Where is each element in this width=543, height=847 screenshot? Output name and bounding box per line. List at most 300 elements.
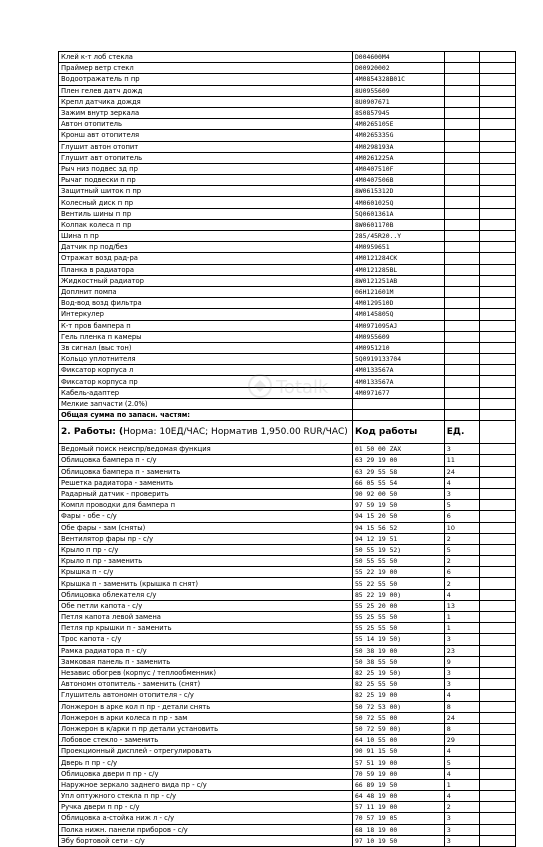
empty-cell [444, 141, 480, 152]
work-code: 55 25 55 50 [352, 623, 444, 634]
empty-cell [444, 96, 480, 107]
work-row [59, 600, 516, 611]
empty-cell [444, 242, 480, 253]
work-row [59, 567, 516, 578]
part-name: Автон отопитель [59, 119, 353, 130]
work-row [59, 679, 516, 690]
work-row [59, 533, 516, 544]
part-row [59, 231, 516, 242]
part-name: Глушит автон отопит [59, 141, 353, 152]
part-row [59, 387, 516, 398]
work-qty: 9 [444, 656, 480, 667]
work-name: Облицовка облекателя с/у [59, 589, 353, 600]
work-row [59, 589, 516, 600]
work-qty: 6 [444, 511, 480, 522]
work-row [59, 690, 516, 701]
work-name: Лонжерон в арки колеса п пр - зам [59, 712, 353, 723]
empty-cell [444, 152, 480, 163]
work-name: Лонжерон в арке кол п пр - детали снять [59, 701, 353, 712]
empty-cell [480, 398, 516, 409]
part-name: Доплнит помпа [59, 286, 353, 297]
work-row [59, 723, 516, 734]
empty-cell [480, 477, 516, 488]
part-row [59, 342, 516, 353]
work-qty: 8 [444, 701, 480, 712]
empty-cell [480, 511, 516, 522]
part-code: 4M0265105E [352, 119, 444, 130]
part-row [59, 96, 516, 107]
work-code: 50 38 55 50 [352, 656, 444, 667]
part-code: 4M0121285BL [352, 264, 444, 275]
empty-cell [444, 331, 480, 342]
work-name: Лобовое стекло - заменить [59, 735, 353, 746]
work-qty: 24 [444, 712, 480, 723]
part-name: Колпак колеса п пр [59, 219, 353, 230]
empty-cell [444, 197, 480, 208]
work-code: 55 14 19 50) [352, 634, 444, 645]
work-name: Облицовка бампера п - заменить [59, 466, 353, 477]
part-name: К-т пров бампера п [59, 320, 353, 331]
part-row [59, 208, 516, 219]
part-row [59, 398, 516, 409]
part-row [59, 331, 516, 342]
work-row [59, 488, 516, 499]
part-code: 4M0971677 [352, 387, 444, 398]
empty-cell [480, 455, 516, 466]
part-row [59, 141, 516, 152]
part-row [59, 264, 516, 275]
work-qty: 2 [444, 578, 480, 589]
work-qty: 2 [444, 533, 480, 544]
work-name: Решетка радиатора - заменить [59, 477, 353, 488]
empty-cell [480, 444, 516, 455]
work-qty: 3 [444, 813, 480, 824]
work-name: Глушитель автономн отопителя - с/у [59, 690, 353, 701]
work-name: Обе фары - зам (сняты) [59, 522, 353, 533]
work-qty: 10 [444, 522, 480, 533]
part-row [59, 320, 516, 331]
work-code: 64 10 55 00 [352, 735, 444, 746]
work-qty: 2 [444, 802, 480, 813]
part-name: Жидкостный радиатор [59, 275, 353, 286]
work-row [59, 712, 516, 723]
empty-cell [480, 589, 516, 600]
empty-cell [480, 623, 516, 634]
part-row [59, 119, 516, 130]
empty-cell [352, 410, 444, 421]
empty-cell [444, 398, 480, 409]
part-row [59, 74, 516, 85]
work-code: 50 38 19 00 [352, 645, 444, 656]
empty-cell [480, 600, 516, 611]
empty-cell [480, 791, 516, 802]
work-row [59, 779, 516, 790]
work-qty: 2 [444, 556, 480, 567]
work-name: Проекционный дисплей - отрегулировать [59, 746, 353, 757]
empty-cell [480, 152, 516, 163]
part-code [352, 398, 444, 409]
work-row [59, 556, 516, 567]
work-row [59, 667, 516, 678]
work-row [59, 656, 516, 667]
work-code: 55 22 19 00 [352, 567, 444, 578]
part-code: 4M0951210 [352, 342, 444, 353]
work-name: Радарный датчик - проверить [59, 488, 353, 499]
empty-cell [480, 667, 516, 678]
work-code: 97 10 19 50 [352, 835, 444, 846]
work-qty: 3 [444, 444, 480, 455]
empty-cell [480, 74, 516, 85]
empty-cell [444, 219, 480, 230]
empty-cell [480, 612, 516, 623]
work-name: Независ обогрев (корпус / теплообменник) [59, 667, 353, 678]
work-qty: 1 [444, 779, 480, 790]
part-code: 8U0955609 [352, 85, 444, 96]
part-name: Водоотражатель п пр [59, 74, 353, 85]
work-name: Замковая панель п - заменить [59, 656, 353, 667]
work-qty: 11 [444, 455, 480, 466]
work-code: 55 22 55 50 [352, 578, 444, 589]
part-name: Крепл датчика дождя [59, 96, 353, 107]
work-qty: 3 [444, 634, 480, 645]
work-name: Ручка двери п пр - с/у [59, 802, 353, 813]
work-qty: 24 [444, 466, 480, 477]
empty-cell [480, 824, 516, 835]
empty-cell [480, 85, 516, 96]
empty-cell [480, 376, 516, 387]
work-code: 82 25 19 00 [352, 690, 444, 701]
empty-cell [480, 779, 516, 790]
estimate-table [58, 51, 516, 847]
part-name: Кронш авт отопителя [59, 130, 353, 141]
work-row [59, 768, 516, 779]
work-row [59, 791, 516, 802]
work-row [59, 477, 516, 488]
part-code: 8U0907671 [352, 96, 444, 107]
part-name: Плен гелев датч дожд [59, 85, 353, 96]
work-code: 94 15 20 50 [352, 511, 444, 522]
empty-cell [480, 835, 516, 846]
part-code: 4M0959651 [352, 242, 444, 253]
empty-cell [444, 85, 480, 96]
empty-cell [480, 690, 516, 701]
empty-cell [444, 286, 480, 297]
part-code: 06H121601M [352, 286, 444, 297]
work-code: 66 05 55 54 [352, 477, 444, 488]
work-code: 50 72 53 00) [352, 701, 444, 712]
part-row [59, 63, 516, 74]
work-qty: 23 [444, 645, 480, 656]
work-code: 57 11 19 00 [352, 802, 444, 813]
part-row [59, 298, 516, 309]
empty-cell [480, 757, 516, 768]
part-row [59, 365, 516, 376]
part-row [59, 376, 516, 387]
work-code: 50 55 55 50 [352, 556, 444, 567]
work-row [59, 757, 516, 768]
part-name: Зажим внутр зеркала [59, 107, 353, 118]
empty-cell [480, 500, 516, 511]
work-code: 63 29 55 58 [352, 466, 444, 477]
work-name: Упл оптужного стекла п пр - с/у [59, 791, 353, 802]
work-name: Крыло п пр - заменить [59, 556, 353, 567]
work-row [59, 500, 516, 511]
part-row [59, 163, 516, 174]
empty-cell [480, 119, 516, 130]
work-code: 70 57 19 05 [352, 813, 444, 824]
empty-cell [480, 813, 516, 824]
empty-cell [480, 63, 516, 74]
empty-cell [444, 63, 480, 74]
empty-cell [444, 365, 480, 376]
part-name: Вод-вод возд фильтра [59, 298, 353, 309]
work-row [59, 813, 516, 824]
empty-cell [480, 107, 516, 118]
work-name: Обе петли капота - с/у [59, 600, 353, 611]
part-name: Защитный шиток п пр [59, 186, 353, 197]
part-name: Клей к-т лоб стекла [59, 52, 353, 63]
work-row [59, 746, 516, 757]
work-qty: 5 [444, 500, 480, 511]
work-qty: 1 [444, 623, 480, 634]
part-row [59, 52, 516, 63]
work-name: Дверь п пр - с/у [59, 757, 353, 768]
empty-cell [444, 275, 480, 286]
work-name: Рамка радиатора п - с/у [59, 645, 353, 656]
empty-cell [480, 421, 516, 444]
empty-cell [444, 208, 480, 219]
empty-cell [444, 320, 480, 331]
empty-cell [480, 219, 516, 230]
work-row [59, 544, 516, 555]
empty-cell [480, 275, 516, 286]
empty-cell [480, 365, 516, 376]
part-code: 285/45R20..Y [352, 231, 444, 242]
empty-cell [444, 253, 480, 264]
part-code: 4M0145805Q [352, 309, 444, 320]
empty-cell [480, 342, 516, 353]
empty-cell [444, 119, 480, 130]
part-row [59, 85, 516, 96]
work-code: 94 15 56 52 [352, 522, 444, 533]
part-code: 8W0601170B [352, 219, 444, 230]
work-qty: 5 [444, 544, 480, 555]
empty-cell [480, 231, 516, 242]
work-code: 90 91 15 50 [352, 746, 444, 757]
work-name: Компл проводки для бампера п [59, 500, 353, 511]
empty-cell [444, 186, 480, 197]
empty-cell [444, 107, 480, 118]
work-row [59, 623, 516, 634]
empty-cell [480, 52, 516, 63]
work-qty: 3 [444, 488, 480, 499]
work-qty: 5 [444, 757, 480, 768]
part-code: 4M0407510F [352, 163, 444, 174]
work-row [59, 444, 516, 455]
empty-cell [480, 410, 516, 421]
work-name: Наружное зеркало заднего вида пр - с/у [59, 779, 353, 790]
work-code: 50 72 55 00 [352, 712, 444, 723]
empty-cell [480, 331, 516, 342]
part-name: Гель пленка п камеры [59, 331, 353, 342]
empty-cell [480, 656, 516, 667]
part-name: Рыч низ подвес зд пр [59, 163, 353, 174]
part-row [59, 107, 516, 118]
work-name: Трос капота - с/у [59, 634, 353, 645]
part-row [59, 186, 516, 197]
part-row [59, 175, 516, 186]
work-code: 97 59 19 50 [352, 500, 444, 511]
part-code: 4M0133567A [352, 365, 444, 376]
empty-cell [480, 645, 516, 656]
empty-cell [480, 567, 516, 578]
part-name: Зв сигнал (выс тон) [59, 342, 353, 353]
part-code: 8W0615312D [352, 186, 444, 197]
work-code: 68 18 19 00 [352, 824, 444, 835]
work-name: Фары - обе - с/у [59, 511, 353, 522]
work-qty: 3 [444, 824, 480, 835]
empty-cell [480, 141, 516, 152]
part-row [59, 219, 516, 230]
works-header-row [59, 421, 516, 444]
part-name: Датчик пр под/без [59, 242, 353, 253]
work-code: 50 55 19 52) [352, 544, 444, 555]
empty-cell [444, 342, 480, 353]
empty-cell [480, 253, 516, 264]
empty-cell [480, 768, 516, 779]
empty-cell [480, 354, 516, 365]
part-name: Планка в радиатора [59, 264, 353, 275]
work-name: Облицовка двери п пр - с/у [59, 768, 353, 779]
part-row [59, 130, 516, 141]
work-qty: 3 [444, 679, 480, 690]
work-name: Полка нижн. панели приборов - с/у [59, 824, 353, 835]
work-name: Облицовка бампера п - с/у [59, 455, 353, 466]
part-code: 4M0854328B01C [352, 74, 444, 85]
part-row [59, 242, 516, 253]
work-name: Крышка п - с/у [59, 567, 353, 578]
empty-cell [480, 264, 516, 275]
work-qty: 4 [444, 746, 480, 757]
works-norm-text: Норма: 10ЕД/ЧАС; Норматив 1,950.00 RUR/ЧАС) [123, 426, 348, 437]
part-row [59, 197, 516, 208]
part-row [59, 253, 516, 264]
part-code: D004600M4 [352, 52, 444, 63]
work-code: 57 51 19 00 [352, 757, 444, 768]
empty-cell [480, 634, 516, 645]
work-code: 63 29 19 00 [352, 455, 444, 466]
empty-cell [444, 231, 480, 242]
work-row [59, 835, 516, 846]
part-code: 4M0955609 [352, 331, 444, 342]
work-code: 66 89 19 50 [352, 779, 444, 790]
work-code: 70 59 19 00 [352, 768, 444, 779]
work-row [59, 522, 516, 533]
empty-cell [444, 264, 480, 275]
empty-cell [480, 746, 516, 757]
work-qty: 4 [444, 768, 480, 779]
part-name: Мелкие запчасти (2.0%) [59, 398, 353, 409]
work-row [59, 735, 516, 746]
part-row [59, 152, 516, 163]
svg-text:Totalk: Totalk [276, 377, 329, 398]
work-qty: 1 [444, 612, 480, 623]
work-row [59, 578, 516, 589]
parts-total-row [59, 410, 516, 421]
part-code: 8S0857945 [352, 107, 444, 118]
empty-cell [480, 488, 516, 499]
empty-cell [444, 163, 480, 174]
work-name: Автономн отопитель - заменить (снят) [59, 679, 353, 690]
part-code: 4M0298193A [352, 141, 444, 152]
empty-cell [444, 130, 480, 141]
work-name: Эбу бортовой сети - с/у [59, 835, 353, 846]
part-row [59, 309, 516, 320]
work-qty: 4 [444, 690, 480, 701]
empty-cell [444, 175, 480, 186]
work-code: 82 25 55 50 [352, 679, 444, 690]
work-qty: 6 [444, 567, 480, 578]
part-code: 4M0133567A [352, 376, 444, 387]
work-code: 50 72 59 00) [352, 723, 444, 734]
work-row [59, 802, 516, 813]
work-qty: 4 [444, 791, 480, 802]
work-name: Крышка п - заменить (крышка п снят) [59, 578, 353, 589]
works-title-text: 2. Работы: ( [61, 426, 124, 437]
part-code: 8W0121251AB [352, 275, 444, 286]
empty-cell [480, 186, 516, 197]
empty-cell [480, 533, 516, 544]
part-code: 4M0261225A [352, 152, 444, 163]
code-column-header: Код работы [352, 421, 444, 444]
work-row [59, 824, 516, 835]
empty-cell [480, 298, 516, 309]
empty-cell [480, 679, 516, 690]
work-qty: 3 [444, 835, 480, 846]
part-name: Фиксатор корпуса л [59, 365, 353, 376]
empty-cell [480, 522, 516, 533]
part-row [59, 354, 516, 365]
work-qty: 3 [444, 667, 480, 678]
work-qty: 4 [444, 477, 480, 488]
work-qty: 4 [444, 589, 480, 600]
work-code: 55 25 55 50 [352, 612, 444, 623]
part-code: 5Q0919133704 [352, 354, 444, 365]
work-row [59, 511, 516, 522]
work-qty: 13 [444, 600, 480, 611]
part-name: Интеркулер [59, 309, 353, 320]
part-code: 4M0601025Q [352, 197, 444, 208]
part-code: 4M0971095AJ [352, 320, 444, 331]
part-code: 4M0129510D [352, 298, 444, 309]
work-name: Вентилятор фары пр - с/у [59, 533, 353, 544]
empty-cell [480, 309, 516, 320]
work-name: Лонжерон в к/арки п пр детали установить [59, 723, 353, 734]
work-code: 90 92 00 50 [352, 488, 444, 499]
work-code: 01 50 00 ZAX [352, 444, 444, 455]
empty-cell [480, 578, 516, 589]
empty-cell [480, 130, 516, 141]
part-code: 5Q0601361A [352, 208, 444, 219]
empty-cell [480, 701, 516, 712]
work-code: 82 25 19 50) [352, 667, 444, 678]
part-name: Шина п пр [59, 231, 353, 242]
part-name: Кабель-адаптер [59, 387, 353, 398]
empty-cell [444, 309, 480, 320]
part-code: 4M0121284CK [352, 253, 444, 264]
work-row [59, 466, 516, 477]
empty-cell [444, 298, 480, 309]
